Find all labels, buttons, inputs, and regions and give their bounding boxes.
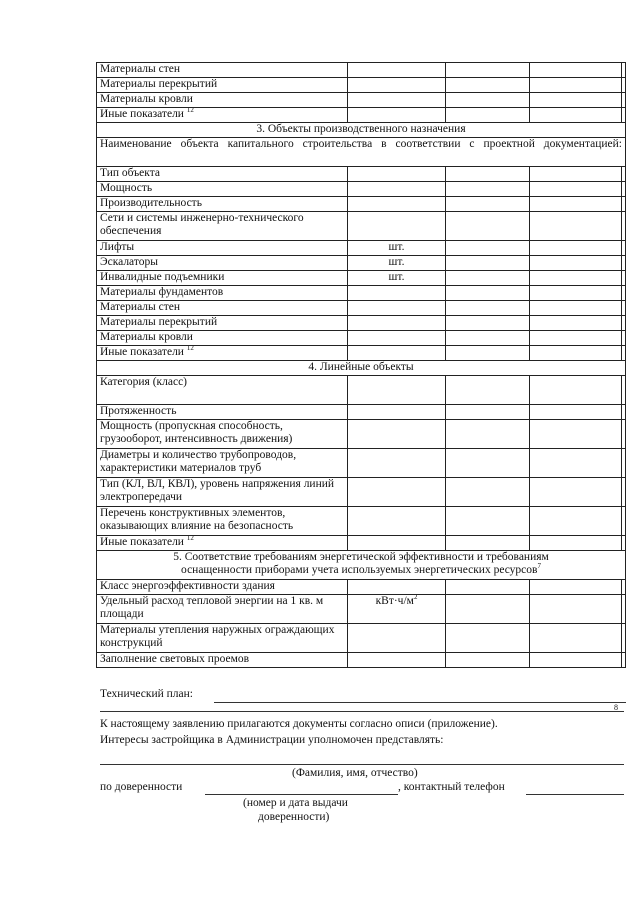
- section-title: 3. Объекты производственного назначения: [97, 123, 626, 138]
- value-cell[interactable]: [622, 167, 626, 182]
- characteristics-table: [96, 62, 626, 668]
- row-label: Материалы стен: [97, 301, 348, 316]
- row-label: Лифты: [97, 241, 348, 256]
- unit-cell: [348, 653, 446, 668]
- footnote-ref: 12: [186, 535, 194, 543]
- table-row: [97, 405, 626, 420]
- value-cell[interactable]: [446, 182, 530, 197]
- value-cell[interactable]: [530, 507, 622, 536]
- value-cell[interactable]: [530, 271, 622, 286]
- value-cell[interactable]: [530, 653, 622, 668]
- value-cell[interactable]: [622, 595, 626, 624]
- table-row: [97, 376, 626, 405]
- value-cell[interactable]: [622, 653, 626, 668]
- value-cell[interactable]: [530, 478, 622, 507]
- value-cell[interactable]: [622, 197, 626, 212]
- unit-cell: [348, 108, 446, 123]
- value-cell[interactable]: [446, 595, 530, 624]
- value-cell[interactable]: [446, 580, 530, 595]
- unit-cell: [348, 212, 446, 241]
- unit-cell: [348, 346, 446, 361]
- value-cell[interactable]: [530, 376, 622, 405]
- phone-line: [526, 794, 624, 795]
- value-cell[interactable]: [622, 271, 626, 286]
- object-name-row: Наименование объекта капитального строительства в соответствии с проектной документацией:: [97, 138, 626, 167]
- table-row: [97, 580, 626, 595]
- value-cell[interactable]: [446, 376, 530, 405]
- footnote-ref: 12: [186, 107, 194, 115]
- value-cell[interactable]: [446, 316, 530, 331]
- value-cell[interactable]: [530, 241, 622, 256]
- unit-cell: [348, 301, 446, 316]
- unit-cell: [348, 507, 446, 536]
- row-label: Класс энергоэффективности здания: [97, 580, 348, 595]
- value-cell[interactable]: [530, 182, 622, 197]
- table-row: [97, 420, 626, 449]
- value-cell[interactable]: [622, 316, 626, 331]
- value-cell[interactable]: [446, 420, 530, 449]
- value-cell[interactable]: [530, 78, 622, 93]
- row-label: Материалы стен: [97, 63, 348, 78]
- fio-line: [100, 764, 624, 765]
- table-row: [97, 241, 626, 256]
- unit-cell: [348, 316, 446, 331]
- value-cell[interactable]: [622, 78, 626, 93]
- table-row: [97, 624, 626, 653]
- value-cell[interactable]: [446, 197, 530, 212]
- value-cell[interactable]: [446, 63, 530, 78]
- unit-cell: [348, 93, 446, 108]
- value-cell[interactable]: [622, 256, 626, 271]
- value-cell[interactable]: [446, 108, 530, 123]
- table-row: [97, 346, 626, 361]
- row-label: Материалы утепления наружных ограждающих конструкций: [97, 624, 348, 653]
- tech-plan-line: [214, 702, 626, 703]
- row-label: Заполнение световых проемов: [97, 653, 348, 668]
- table-row: [97, 595, 626, 624]
- value-cell[interactable]: [530, 197, 622, 212]
- row-label: Материалы фундаментов: [97, 286, 348, 301]
- row-label: Иные показатели $^{12}$: [97, 536, 348, 551]
- row-label: Сети и системы инженерно-технического обеспечения: [97, 212, 348, 241]
- table-row: [97, 78, 626, 93]
- row-label: Материалы кровли: [97, 93, 348, 108]
- unit-cell: [348, 624, 446, 653]
- value-cell[interactable]: [446, 93, 530, 108]
- value-cell[interactable]: [446, 301, 530, 316]
- value-cell[interactable]: [622, 478, 626, 507]
- table-row: [97, 108, 626, 123]
- value-cell[interactable]: [446, 167, 530, 182]
- table-row: [97, 536, 626, 551]
- value-cell[interactable]: [530, 331, 622, 346]
- table-row: [97, 301, 626, 316]
- proxy-line: [205, 794, 398, 795]
- value-cell[interactable]: [530, 167, 622, 182]
- row-label: Иные показатели $^{12}$: [97, 108, 348, 123]
- value-cell[interactable]: [530, 286, 622, 301]
- row-label: Перечень конструктивных элементов, оказывающих влияние на безопасность: [97, 507, 348, 536]
- unit-cell: [348, 182, 446, 197]
- row-label: Диаметры и количество трубопроводов, характеристики материалов труб: [97, 449, 348, 478]
- table-row: [97, 256, 626, 271]
- tech-plan-label: Технический план:: [100, 688, 193, 700]
- row-label: Категория (класс): [97, 376, 348, 405]
- table-row: [97, 478, 626, 507]
- row-label: Инвалидные подъемники: [97, 271, 348, 286]
- value-cell[interactable]: [622, 108, 626, 123]
- value-cell[interactable]: [622, 624, 626, 653]
- value-cell[interactable]: [446, 346, 530, 361]
- value-cell[interactable]: [446, 212, 530, 241]
- value-cell[interactable]: [530, 93, 622, 108]
- footnote-ref: 12: [186, 345, 194, 353]
- row-label: Мощность (пропускная способность, грузооборот, интенсивность движения): [97, 420, 348, 449]
- table-row: [97, 449, 626, 478]
- row-label: Тип объекта: [97, 167, 348, 182]
- row-label: Тип (КЛ, ВЛ, КВЛ), уровень напряжения линий электропередачи: [97, 478, 348, 507]
- unit-cell: [348, 478, 446, 507]
- unit-cell: [348, 449, 446, 478]
- row-label: Протяженность: [97, 405, 348, 420]
- value-cell[interactable]: [530, 212, 622, 241]
- value-cell[interactable]: [530, 624, 622, 653]
- row-label: Мощность: [97, 182, 348, 197]
- unit-cell: шт.: [348, 256, 446, 271]
- value-cell[interactable]: [622, 580, 626, 595]
- value-cell[interactable]: [622, 241, 626, 256]
- table-row: [97, 63, 626, 78]
- value-cell[interactable]: [530, 405, 622, 420]
- unit-cell: [348, 580, 446, 595]
- value-cell[interactable]: [446, 286, 530, 301]
- value-cell[interactable]: [622, 286, 626, 301]
- unit-cell: шт.: [348, 271, 446, 286]
- table-row: [97, 271, 626, 286]
- unit-cell: [348, 63, 446, 78]
- value-cell[interactable]: [446, 449, 530, 478]
- unit-cell: [348, 376, 446, 405]
- value-cell[interactable]: [622, 507, 626, 536]
- value-cell[interactable]: [622, 182, 626, 197]
- unit-cell: [348, 405, 446, 420]
- unit-cell: [348, 167, 446, 182]
- value-cell[interactable]: [530, 536, 622, 551]
- attachment-text: К настоящему заявлению прилагаются документы согласно описи (приложение).: [100, 718, 498, 730]
- row-label: Эскалаторы: [97, 256, 348, 271]
- value-cell[interactable]: [530, 316, 622, 331]
- table-row: [97, 286, 626, 301]
- value-cell[interactable]: [530, 346, 622, 361]
- table-row: [97, 316, 626, 331]
- proxy-caption-1: (номер и дата выдачи: [243, 797, 348, 809]
- section-title: 5. Соответствие требованиям энергетической эффективности и требованиям оснащенности приборами учета используемых энергетических ресурсов$^7$: [97, 551, 626, 580]
- value-cell[interactable]: [446, 331, 530, 346]
- value-cell[interactable]: [530, 301, 622, 316]
- value-cell[interactable]: [622, 301, 626, 316]
- value-cell[interactable]: [530, 420, 622, 449]
- value-cell[interactable]: [530, 449, 622, 478]
- value-cell[interactable]: [622, 346, 626, 361]
- table-row: [97, 653, 626, 668]
- value-cell[interactable]: [446, 507, 530, 536]
- row-label: Материалы перекрытий: [97, 78, 348, 93]
- row-label: Удельный расход тепловой энергии на 1 кв. м площади: [97, 595, 348, 624]
- value-cell[interactable]: [530, 256, 622, 271]
- value-cell[interactable]: [622, 212, 626, 241]
- value-cell[interactable]: [446, 241, 530, 256]
- value-cell[interactable]: [446, 78, 530, 93]
- unit-cell: [348, 78, 446, 93]
- proxy-caption-2: доверенности): [258, 811, 330, 823]
- tech-plan-line-2: [100, 711, 624, 712]
- unit-cell: [348, 420, 446, 449]
- value-cell[interactable]: [622, 63, 626, 78]
- row-label: Материалы кровли: [97, 331, 348, 346]
- value-cell[interactable]: [446, 256, 530, 271]
- value-cell[interactable]: [446, 653, 530, 668]
- value-cell[interactable]: [622, 420, 626, 449]
- table-row: [97, 197, 626, 212]
- value-cell[interactable]: [622, 93, 626, 108]
- table-row: [97, 182, 626, 197]
- table-row: [97, 212, 626, 241]
- value-cell[interactable]: [530, 108, 622, 123]
- unit-cell: шт.: [348, 241, 446, 256]
- row-label: Материалы перекрытий: [97, 316, 348, 331]
- unit-cell: [348, 197, 446, 212]
- fio-caption: (Фамилия, имя, отчество): [292, 767, 418, 779]
- proxy-label: по доверенности: [100, 781, 183, 793]
- value-cell[interactable]: [622, 405, 626, 420]
- row-label: Иные показатели $^{12}$: [97, 346, 348, 361]
- table-row: [97, 167, 626, 182]
- unit-cell: $кВт\cdot ч/м^2$: [348, 595, 446, 624]
- value-cell[interactable]: [622, 449, 626, 478]
- section-title: 4. Линейные объекты: [97, 361, 626, 376]
- table-row: [97, 93, 626, 108]
- row-label: Производительность: [97, 197, 348, 212]
- unit-cell: [348, 286, 446, 301]
- value-cell[interactable]: [530, 595, 622, 624]
- value-cell[interactable]: [622, 536, 626, 551]
- unit-cell: [348, 536, 446, 551]
- value-cell[interactable]: [446, 405, 530, 420]
- value-cell[interactable]: [446, 624, 530, 653]
- value-cell[interactable]: [446, 536, 530, 551]
- value-cell[interactable]: [530, 63, 622, 78]
- value-cell[interactable]: [446, 271, 530, 286]
- value-cell[interactable]: [446, 478, 530, 507]
- unit-cell: [348, 331, 446, 346]
- value-cell[interactable]: [622, 331, 626, 346]
- phone-label: , контактный телефон: [398, 781, 505, 793]
- value-cell[interactable]: [530, 580, 622, 595]
- value-cell[interactable]: [622, 376, 626, 405]
- table-row: [97, 331, 626, 346]
- footnote-mark: 8: [614, 703, 618, 712]
- representative-text: Интересы застройщика в Администрации уполномочен представлять:: [100, 734, 444, 746]
- table-row: [97, 507, 626, 536]
